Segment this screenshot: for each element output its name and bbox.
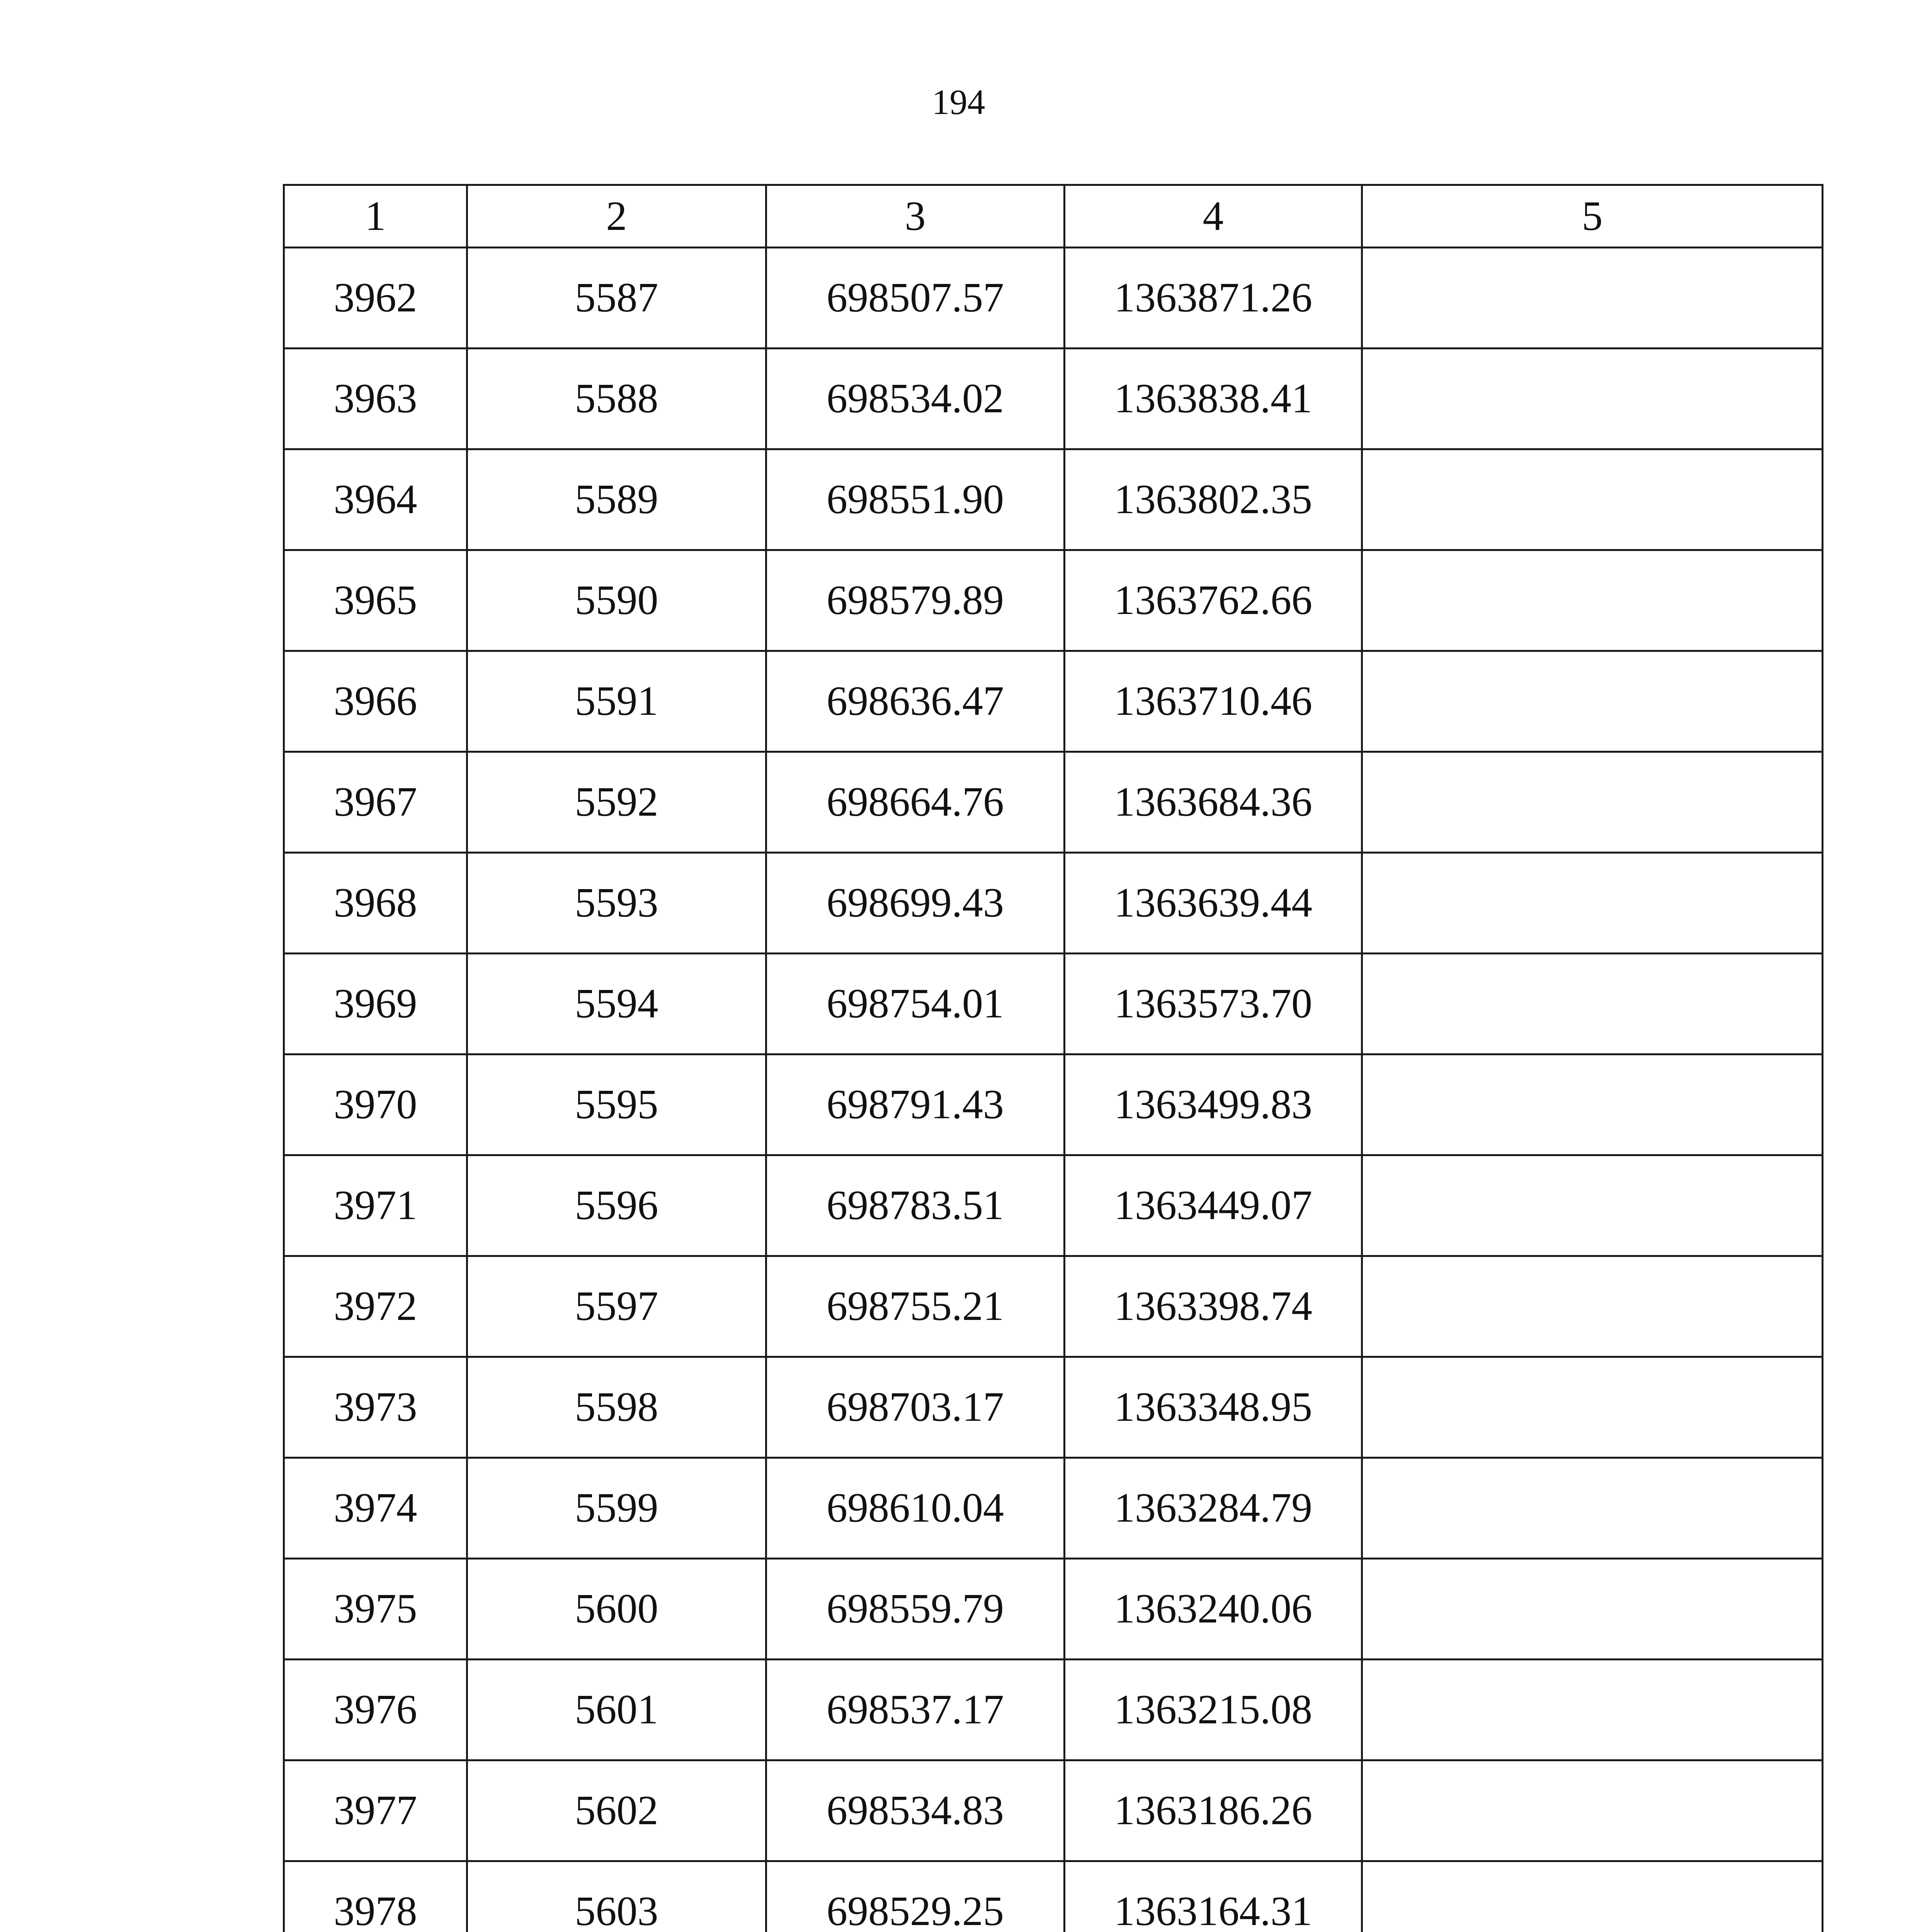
table-cell: 1363762.66 — [1065, 550, 1362, 651]
table-cell: 1363710.46 — [1065, 651, 1362, 752]
table-cell — [1362, 1256, 1823, 1357]
table-cell: 5602 — [467, 1760, 766, 1861]
table-cell: 1363284.79 — [1065, 1458, 1362, 1559]
table-cell: 698754.01 — [766, 954, 1065, 1054]
table-cell: 3962 — [284, 248, 467, 349]
table-cell: 5594 — [467, 954, 766, 1054]
table-cell: 698559.79 — [766, 1559, 1065, 1660]
table-cell: 3976 — [284, 1660, 467, 1760]
table-cell: 698507.57 — [766, 248, 1065, 349]
table-row — [284, 1054, 1823, 1155]
table-row — [284, 1559, 1823, 1660]
table-cell: 1363449.07 — [1065, 1155, 1362, 1256]
table-cell: 5587 — [467, 248, 766, 349]
table-cell: 5590 — [467, 550, 766, 651]
table-row — [284, 1155, 1823, 1256]
table-cell: 698783.51 — [766, 1155, 1065, 1256]
table-cell — [1362, 1559, 1823, 1660]
table-cell: 3966 — [284, 651, 467, 752]
table-row — [284, 752, 1823, 853]
table-cell: 5601 — [467, 1660, 766, 1760]
table-row — [284, 1256, 1823, 1357]
table-cell: 698551.90 — [766, 449, 1065, 550]
table-row — [284, 349, 1823, 449]
table-row — [284, 1660, 1823, 1760]
header-cell: 3 — [766, 185, 1065, 248]
table-cell: 698579.89 — [766, 550, 1065, 651]
table-cell — [1362, 349, 1823, 449]
table-cell: 5598 — [467, 1357, 766, 1458]
table-cell: 698699.43 — [766, 853, 1065, 954]
table-body — [284, 248, 1823, 1932]
table-cell: 3972 — [284, 1256, 467, 1357]
table-cell: 1363348.95 — [1065, 1357, 1362, 1458]
table-row — [284, 651, 1823, 752]
table-cell: 5596 — [467, 1155, 766, 1256]
table-cell: 5588 — [467, 349, 766, 449]
table-cell: 698610.04 — [766, 1458, 1065, 1559]
table-cell: 698529.25 — [766, 1861, 1065, 1932]
header-cell: 4 — [1065, 185, 1362, 248]
coordinates-table — [283, 184, 1823, 1932]
table-cell — [1362, 1357, 1823, 1458]
table-cell: 5591 — [467, 651, 766, 752]
table-row — [284, 550, 1823, 651]
table-cell — [1362, 1054, 1823, 1155]
header-cell: 2 — [467, 185, 766, 248]
header-cell: 1 — [284, 185, 467, 248]
table-cell: 3974 — [284, 1458, 467, 1559]
table-cell: 698534.83 — [766, 1760, 1065, 1861]
table-cell: 5593 — [467, 853, 766, 954]
table-row — [284, 1861, 1823, 1932]
table-row — [284, 248, 1823, 349]
table-row — [284, 954, 1823, 1054]
table-cell — [1362, 1660, 1823, 1760]
table-cell — [1362, 550, 1823, 651]
table-cell: 3971 — [284, 1155, 467, 1256]
table-cell: 698664.76 — [766, 752, 1065, 853]
table-cell — [1362, 651, 1823, 752]
table-cell — [1362, 1458, 1823, 1559]
table-cell: 1363838.41 — [1065, 349, 1362, 449]
table-cell: 1363398.74 — [1065, 1256, 1362, 1357]
table-cell: 1363871.26 — [1065, 248, 1362, 349]
table-cell: 1363164.31 — [1065, 1861, 1362, 1932]
table-cell: 1363240.06 — [1065, 1559, 1362, 1660]
table-cell: 5592 — [467, 752, 766, 853]
table-cell — [1362, 1155, 1823, 1256]
table-cell — [1362, 954, 1823, 1054]
table-cell: 3963 — [284, 349, 467, 449]
page-number: 194 — [932, 82, 985, 122]
table-cell: 1363215.08 — [1065, 1660, 1362, 1760]
table-row — [284, 1357, 1823, 1458]
table-cell: 1363186.26 — [1065, 1760, 1362, 1861]
table-cell: 1363639.44 — [1065, 853, 1362, 954]
table-cell: 698537.17 — [766, 1660, 1065, 1760]
table-cell — [1362, 752, 1823, 853]
table-cell — [1362, 853, 1823, 954]
table-row — [284, 449, 1823, 550]
table-cell: 1363499.83 — [1065, 1054, 1362, 1155]
table-cell: 698636.47 — [766, 651, 1065, 752]
table-cell: 3969 — [284, 954, 467, 1054]
table-cell: 698703.17 — [766, 1357, 1065, 1458]
header-row — [284, 185, 1823, 248]
header-cell: 5 — [1362, 185, 1823, 248]
table-cell: 3975 — [284, 1559, 467, 1660]
table-header — [284, 185, 1823, 248]
table-cell: 1363802.35 — [1065, 449, 1362, 550]
table-cell — [1362, 449, 1823, 550]
table-cell: 698534.02 — [766, 349, 1065, 449]
table-cell: 5589 — [467, 449, 766, 550]
table-cell: 698755.21 — [766, 1256, 1065, 1357]
table-cell: 3977 — [284, 1760, 467, 1861]
table-cell: 3965 — [284, 550, 467, 651]
table-cell: 5597 — [467, 1256, 766, 1357]
table-cell: 3967 — [284, 752, 467, 853]
table-cell: 3968 — [284, 853, 467, 954]
table-cell: 3973 — [284, 1357, 467, 1458]
table-cell: 3978 — [284, 1861, 467, 1932]
table-cell: 1363573.70 — [1065, 954, 1362, 1054]
table-row — [284, 1458, 1823, 1559]
table-cell: 5600 — [467, 1559, 766, 1660]
table-cell: 1363684.36 — [1065, 752, 1362, 853]
table-row — [284, 853, 1823, 954]
table-row — [284, 1760, 1823, 1861]
table-cell: 698791.43 — [766, 1054, 1065, 1155]
table-cell: 3970 — [284, 1054, 467, 1155]
table-cell — [1362, 1760, 1823, 1861]
table-cell: 3964 — [284, 449, 467, 550]
table-cell: 5595 — [467, 1054, 766, 1155]
table-cell — [1362, 248, 1823, 349]
table-cell: 5603 — [467, 1861, 766, 1932]
table-cell — [1362, 1861, 1823, 1932]
table-cell: 5599 — [467, 1458, 766, 1559]
